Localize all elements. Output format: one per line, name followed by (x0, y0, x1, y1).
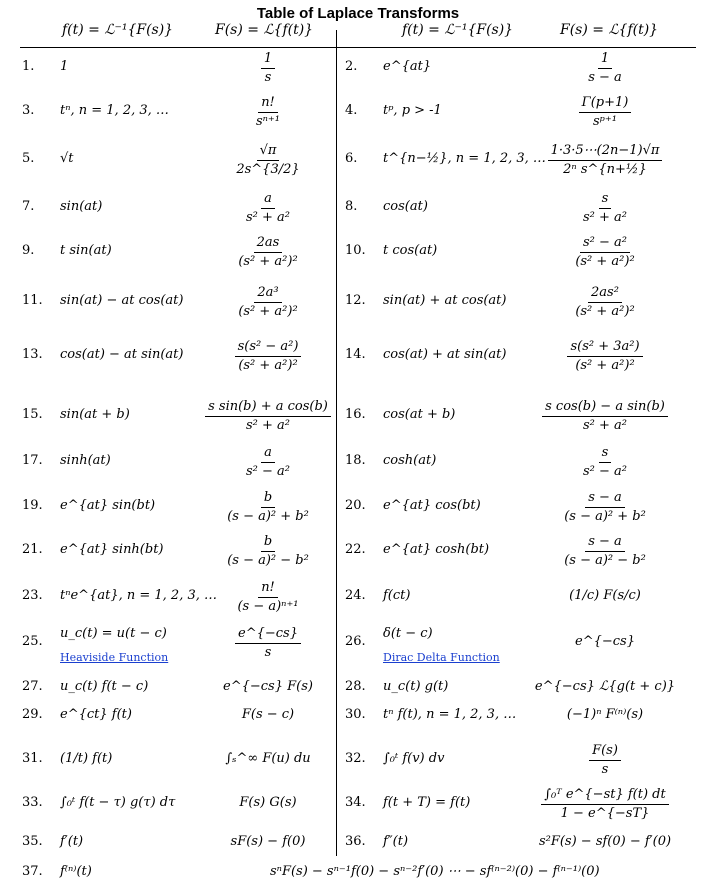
fraction-denominator: s² + a² (582, 418, 627, 433)
time-function: tⁿ f(t), n = 1, 2, 3, … (383, 707, 517, 722)
transform-expression (198, 490, 338, 525)
entry-number: 13. (22, 347, 43, 362)
time-function: u_c(t) = u(t − c) (60, 626, 167, 641)
fraction-denominator: (s − a)ⁿ⁺¹ (237, 599, 299, 614)
time-function: tᵖ, p > -1 (383, 103, 442, 118)
transform-expression: e^{−cs} ℒ{g(t + c)} (534, 679, 676, 694)
transform-expression: sⁿF(s) − sⁿ⁻¹f(0) − sⁿ⁻²f′(0) ⋯ − sf⁽ⁿ⁻²⁾(0) − f⁽ⁿ⁻¹⁾(0) (270, 864, 600, 879)
time-function: sin(at + b) (60, 407, 130, 422)
fraction-numerator: 1 (261, 51, 275, 69)
transform-expression (505, 191, 705, 226)
fraction-denominator: (s² + a²)² (575, 304, 635, 319)
transform-expression (505, 490, 705, 525)
entry-number: 5. (22, 151, 35, 166)
time-function: f⁽ⁿ⁾(t) (60, 864, 92, 879)
time-function: e^{at} sin(bt) (60, 498, 156, 513)
transform-expression: s²F(s) − sf(0) − f′(0) (538, 834, 672, 849)
time-function: cos(at) (383, 199, 428, 214)
time-function: ∫₀ᵗ f(v) dv (383, 751, 445, 766)
fraction-denominator: 2ⁿ s^{n+½} (563, 162, 647, 177)
fraction (235, 285, 300, 320)
fraction-denominator: s − a (588, 70, 622, 85)
transform-expression (505, 399, 705, 434)
fraction-numerator: a (261, 445, 275, 463)
header-transform-left: F(s) = ℒ{f(t)} (215, 22, 314, 38)
entry-number: 8. (345, 199, 358, 214)
fraction-denominator: (s − a)² + b² (227, 509, 309, 524)
fraction-numerator: s − a (585, 534, 625, 552)
fraction-numerator: s (599, 445, 612, 463)
transform-expression (505, 743, 705, 778)
table-title: Table of Laplace Transforms (256, 5, 460, 22)
time-function: tⁿe^{at}, n = 1, 2, 3, … (60, 588, 217, 603)
fraction (243, 445, 293, 480)
transform-expression (198, 51, 338, 86)
time-function: sin(at) + at cos(at) (383, 293, 507, 308)
entry-number: 31. (22, 751, 43, 766)
fraction-denominator: s (601, 762, 609, 777)
transform-expression: (−1)ⁿ F⁽ⁿ⁾(s) (566, 707, 644, 722)
time-function: t sin(at) (60, 243, 112, 258)
fraction-numerator: s(s² − a²) (235, 339, 302, 357)
time-function: sinh(at) (60, 453, 111, 468)
time-function: cos(at) − at sin(at) (60, 347, 184, 362)
fraction-numerator: a (261, 191, 275, 209)
transform-expression (198, 95, 338, 130)
fraction (572, 285, 637, 320)
transform-expression (505, 143, 705, 178)
fraction-denominator: (s² + a²)² (575, 358, 635, 373)
fraction (580, 191, 630, 226)
heaviside-function-link[interactable]: Heaviside Function (60, 651, 169, 664)
time-function: cos(at) + at sin(at) (383, 347, 507, 362)
entry-number: 22. (345, 542, 366, 557)
header-underline (20, 47, 696, 48)
fraction-denominator: (s² + a²)² (238, 358, 298, 373)
transform-expression (505, 51, 705, 86)
time-function: f(t + T) = f(t) (383, 795, 471, 810)
fraction-numerator: √π (257, 143, 280, 161)
transform-expression (505, 445, 705, 480)
entry-number: 10. (345, 243, 366, 258)
entry-number: 12. (345, 293, 366, 308)
fraction-denominator: (s² + a²)² (238, 254, 298, 269)
fraction (548, 143, 663, 178)
transform-expression (505, 285, 705, 320)
transform-expression (505, 95, 705, 130)
fraction-numerator: Γ(p+1) (579, 95, 632, 113)
fraction (243, 191, 293, 226)
header-inverse-transform-right: f(t) = ℒ⁻¹{F(s)} (402, 22, 514, 38)
time-function: 1 (60, 59, 69, 74)
entry-number: 29. (22, 707, 43, 722)
entry-number: 2. (345, 59, 358, 74)
entry-number: 26. (345, 634, 366, 649)
entry-number: 20. (345, 498, 366, 513)
entry-number: 6. (345, 151, 358, 166)
time-function: sin(at) (60, 199, 103, 214)
transform-expression (198, 235, 338, 270)
time-function: δ(t − c) (383, 626, 433, 641)
entry-number: 33. (22, 795, 43, 810)
transform-expression (198, 626, 338, 661)
entry-number: 11. (22, 293, 43, 308)
fraction (235, 235, 300, 270)
transform-expression: e^{−cs} F(s) (223, 679, 313, 694)
header-transform-right: F(s) = ℒ{f(t)} (560, 22, 659, 38)
fraction-denominator: s² − a² (582, 464, 627, 479)
fraction-numerator: s² − a² (580, 235, 630, 253)
time-function: u_c(t) g(t) (383, 679, 449, 694)
entry-number: 37. (22, 864, 43, 879)
entry-number: 1. (22, 59, 35, 74)
transform-expression (198, 285, 338, 320)
fraction-denominator: s² − a² (245, 464, 290, 479)
transform-expression: sF(s) − f(0) (230, 834, 306, 849)
entry-number: 21. (22, 542, 43, 557)
fraction-denominator: s² + a² (245, 210, 290, 225)
fraction-numerator: s(s² + 3a²) (567, 339, 642, 357)
fraction-numerator: s − a (585, 490, 625, 508)
time-function: t cos(at) (383, 243, 438, 258)
transform-expression (198, 445, 338, 480)
transform-expression: ∫ₛ^∞ F(u) du (225, 751, 311, 766)
fraction (224, 534, 312, 569)
time-function: tⁿ, n = 1, 2, 3, … (60, 103, 169, 118)
fraction-numerator: s (599, 191, 612, 209)
fraction (589, 743, 621, 778)
time-function: sin(at) − at cos(at) (60, 293, 184, 308)
fraction-numerator: ∫₀ᵀ e^{−st} f(t) dt (541, 787, 668, 805)
entry-number: 17. (22, 453, 43, 468)
transform-expression (198, 534, 338, 569)
entry-number: 27. (22, 679, 43, 694)
fraction (561, 534, 649, 569)
time-function: u_c(t) f(t − c) (60, 679, 149, 694)
fraction (579, 95, 632, 130)
fraction (234, 580, 301, 615)
entry-number: 25. (22, 634, 43, 649)
transform-expression (505, 787, 705, 822)
fraction-numerator: 2as² (588, 285, 622, 303)
fraction-numerator: n! (258, 95, 278, 113)
fraction-numerator: s cos(b) − a sin(b) (542, 399, 668, 417)
fraction-denominator: 2s^{3/2} (236, 162, 300, 177)
entry-number: 7. (22, 199, 35, 214)
transform-expression (198, 580, 338, 615)
fraction-denominator: (s − a)² − b² (564, 553, 646, 568)
fraction (542, 399, 668, 434)
time-function: f″(t) (383, 834, 409, 849)
time-function: e^{at} (383, 59, 432, 74)
entry-number: 30. (345, 707, 366, 722)
transform-expression: (1/c) F(s/c) (569, 588, 641, 603)
entry-number: 3. (22, 103, 35, 118)
fraction-numerator: 1·3·5⋯(2n−1)√π (548, 143, 663, 161)
transform-expression: e^{−cs} (575, 634, 635, 649)
time-function: f′(t) (60, 834, 84, 849)
time-function: √t (60, 151, 74, 166)
transform-expression: F(s − c) (241, 707, 295, 722)
time-function: t^{n−½}, n = 1, 2, 3, … (383, 151, 546, 166)
fraction-numerator: b (261, 490, 275, 508)
time-function: e^{at} cosh(bt) (383, 542, 490, 557)
entry-number: 32. (345, 751, 366, 766)
entry-number: 23. (22, 588, 43, 603)
time-function: cos(at + b) (383, 407, 456, 422)
fraction-denominator: (s² + a²)² (238, 304, 298, 319)
transform-expression: F(s) G(s) (239, 795, 297, 810)
fraction-denominator: sⁿ⁺¹ (255, 114, 280, 129)
fraction-denominator: s (264, 70, 272, 85)
transform-expression (198, 399, 338, 434)
transform-expression (505, 534, 705, 569)
fraction (205, 399, 331, 434)
fraction-numerator: 2as (254, 235, 283, 253)
fraction-denominator: (s − a)² − b² (227, 553, 309, 568)
fraction-numerator: F(s) (589, 743, 621, 761)
fraction (585, 51, 625, 86)
fraction-denominator: s² + a² (582, 210, 627, 225)
fraction-denominator: sᵖ⁺¹ (593, 114, 617, 129)
fraction-numerator: s sin(b) + a cos(b) (205, 399, 331, 417)
fraction-numerator: 1 (598, 51, 612, 69)
entry-number: 16. (345, 407, 366, 422)
entry-number: 24. (345, 588, 366, 603)
fraction-denominator: (s − a)² + b² (564, 509, 646, 524)
transform-expression (198, 339, 338, 374)
fraction-denominator: s² + a² (245, 418, 290, 433)
entry-number: 36. (345, 834, 366, 849)
entry-number: 19. (22, 498, 43, 513)
fraction-numerator: n! (258, 580, 278, 598)
dirac-delta-function-link[interactable]: Dirac Delta Function (383, 651, 500, 664)
entry-number: 9. (22, 243, 35, 258)
transform-expression (198, 143, 338, 178)
fraction (561, 490, 649, 525)
fraction-denominator: (s² + a²)² (575, 254, 635, 269)
fraction (253, 95, 283, 130)
entry-number: 18. (345, 453, 366, 468)
time-function: e^{at} sinh(bt) (60, 542, 164, 557)
entry-number: 15. (22, 407, 43, 422)
entry-number: 28. (345, 679, 366, 694)
fraction-numerator: e^{−cs} (235, 626, 301, 644)
fraction (235, 626, 301, 661)
time-function: e^{ct} f(t) (60, 707, 132, 722)
fraction-numerator: 2a³ (254, 285, 281, 303)
fraction (261, 51, 275, 86)
fraction-numerator: b (261, 534, 275, 552)
fraction (233, 143, 302, 178)
transform-expression (198, 191, 338, 226)
fraction (572, 235, 637, 270)
fraction (224, 490, 312, 525)
fraction-denominator: 1 − e^{−sT} (560, 806, 650, 821)
time-function: (1/t) f(t) (60, 751, 113, 766)
time-function: ∫₀ᵗ f(t − τ) g(τ) dτ (60, 795, 176, 810)
fraction (580, 445, 630, 480)
entry-number: 14. (345, 347, 366, 362)
entry-number: 34. (345, 795, 366, 810)
fraction (567, 339, 642, 374)
transform-expression (505, 235, 705, 270)
header-inverse-transform-left: f(t) = ℒ⁻¹{F(s)} (62, 22, 174, 38)
entry-number: 4. (345, 103, 358, 118)
time-function: e^{at} cos(bt) (383, 498, 481, 513)
time-function: f(ct) (383, 588, 411, 603)
fraction-denominator: s (264, 645, 272, 660)
fraction (541, 787, 668, 822)
entry-number: 35. (22, 834, 43, 849)
transform-expression (505, 339, 705, 374)
fraction (235, 339, 302, 374)
time-function: cosh(at) (383, 453, 437, 468)
